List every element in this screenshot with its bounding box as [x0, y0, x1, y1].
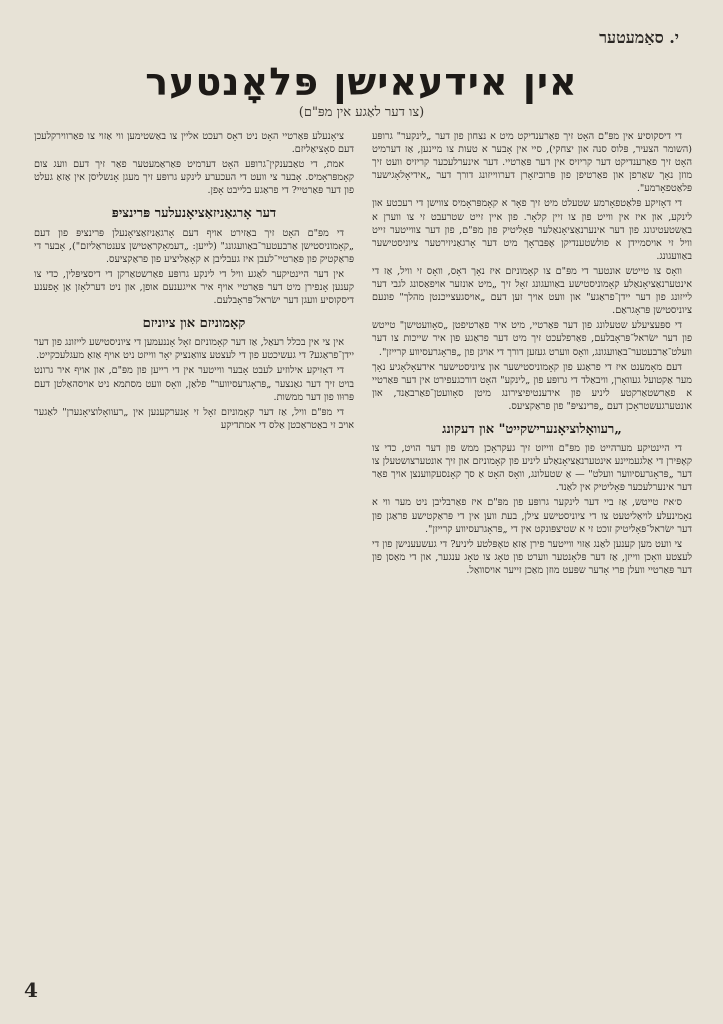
page-number: 4 [24, 978, 38, 1002]
paragraph: די היינטיקע מערהייט פון מפּ"ם ווייזט זיך געקראָכן ממש פון דער הויט, כדי צו קאָפּירן די אַלגעמיינע אינטערנאַציאָנאַלע ליניע פון קאָמוניזם און זיך אונטערצושטעלן צו דער „פּראָגרעסיווער וועלט" — אַ שטעלונג, וואָס האָט אַ סך קאָנסעקווענצן אויך פאַר דער אינערלעכער פּאָליטיק אין לאַנד. [372, 443, 692, 494]
paragraph: די דיסקוסיע אין מפּ"ם האָט זיך פאַרענדיקט מיט א נצחון פון דער „לינקער" גרופּע (השומר הצעיר, פּלוס סנה און יצחקי), סיי אין אָבער א טעות צו מיינען, אַז דערמיט האָט זיך פאַרענדיקט דער קריזיס אין דער פּאַרטיי. דער אינערלעכער קריזיס וועט זיך מוזן נאָך שאַרפן און פאַרטיפן פון פּרוביזאָרן דערווייזונג דורך דער „אידיאָלאָגישער פּלאַטפאָרמע". [372, 131, 692, 195]
paragraph: די מפּ"ם האָט זיך באַזירט אויף דעם אָרגאַניזאַציאָנעלן פּרינציפּ פון דעם „קאָמוניסטישן אַרבעטער־באַוועגונג" (לייען: „דעמאָקראַטישן צענטראַליזם"), אָבער די פּראַקטיק פון פּאַרטיי־לעבן איז געבליבן א קאָאַליציע פון פראַקציעס. [34, 227, 354, 265]
paragraph: די דאָזיקע אילוזיע לעבט אָבער ווייטער אין די רייען פון מפּ"ם, און אויף איר גרונט בויט זיך דער גאַנצער „פּראָגרעסיווער" פלאַן, וואָס וועט מסתמא ניט אויסהאַלטן דעם פּרוּוו פון דער ממשות. [34, 365, 354, 403]
paragraph: אין צי אין בכלל רעאַל, אַז דער קאָמוניזם זאָל אָננעמען די ציוניסטישע לייזונג פון דער יידן־פראַגע? די געשיכטע פון די לעצטע צוואַנציק יאָר ווייזט ניט אויף אַזאַ מעגלעכקייט. [34, 337, 354, 362]
paragraph: צי וועט מען קענען לאַנג אַזוי ווייטער פירן אַזאַ טאָפּלטע ליניע? די געשעענישן פון די לעצטע וואָכן ווייזן, אַז דער פּלאָנטער ווערט פון טאָג צו טאָג ענגער, און די מאַסן פון דער פּאַרטיי וועלן פרי אָדער שפּעט מוזן מאַכן זייער אויסוואַל. [372, 538, 692, 576]
paragraph: די דאָזיקע פּלאַטפאָרמע שטעלט מיט זיך פאָר א קאָמפּראָמיס צווישן די רעכטע און לינקע, און איז אין ווייט פון צו זיין קלאָר. פון איין זייט שטרעבט זי צו ווערן א באַשטעטיגונג פון דער אינערנאַציאָנאַלער פּאָליטיק פון מפּ"ם, פון דער צווייטער זייט וויל זי אויסמיידן א פולשטענדיקן אָפּבראָך מיט דער אָרגאַניזירטער ציוניסטישער באַוועגונג. [372, 198, 692, 262]
article-title: אין אידעאישן פּלאָנטער [145, 60, 578, 104]
paragraph: די ספּעציעלע שטעלונג פון דער פּאַרטיי, מיט איר פאַרטיפטן „סאָוועטישן" טייטש פון דער ישׂראל־פּראָבלעם, פאַרפלעכט זיך מיט דער פראַגע פון איר שייכות צו דער וועלט־אַרבעטער־באַוועגונג, וואָס ווערט געזען דורך די אויגן פון „פּראָגרעסיווע קרייזן". [372, 320, 692, 358]
paragraph: ציאָנעלע פּאַרטיי האָט ניט דאָס רעכט אליין צו באַשטימען ווי אַזוי צו פאַרווירקלעכן דעם סאָציאַליזם. [34, 131, 354, 156]
article-body [34, 130, 692, 980]
author-byline: י. סאַמעטער [599, 28, 679, 47]
article-subtitle: (צו דער לאַגע אין מפּ"ם) [298, 105, 425, 120]
column-left [34, 130, 354, 980]
section-heading: קאָמוניזם און ציוניזם [142, 316, 246, 332]
section-heading: דער אָרגאַניזאַציאָנעלער פּרינציפּ [111, 206, 277, 222]
column-right [372, 130, 692, 980]
paragraph: ס׳איז טייטש, אַז ביי דער לינקער גרופּע פון מפּ"ם איז פאַרבליבן ניט מער ווי א נאָמינעלע לויאַליטעט צו די ציוניסטישע צילן, בעת ווען אין די פּראַקטישע פראַגן פון דער ישׂראל־פּאָליטיק זוכט זי א שטיצפּונקט אין די „פּראָגרעסיווע קרייזן". [372, 497, 692, 535]
paragraph: די מפּ"ם וויל, אַז דער קאָמוניזם זאָל זי אָנערקענען אין „רעוואָלוציאָנערן" לאַגער אויב זי באַטראַכטן אַלס די אמתדיקע [34, 406, 354, 431]
paragraph: דעם מאָמענט איז די פראַגע פון קאָמוניסטישער און ציוניסטישער אידעאָלאָגיע נאָך מער אַקטועל געוואָרן, וויבאַלד די גרופּע פון „לינקע" האָט דורכגעפירט אין דער פּאַרטיי א פאַרשטאַרקטע ליניע פון אידענטיפיצירונג מיטן סאָוועטן־פאַרבאַנד, און אונטערגעשטראָכן דעם „פּרינציפּ" פון פראַקציעס. [372, 361, 692, 412]
paragraph: וואָס צו טייטש אונטער די מפּ"ם צו קאָמוניזם איז נאָך דאָס, וואָס זי וויל, אַז די אינטערנאַציאָנאַלע קאָמוניסטישע באַוועגונג זאָל זיך „מיט אונזער אויפאַסונג לגבי דער לייזונג פון דער יידן־פראַגע" און וועט אויך זען דעם „אויסגעצייכנטן מהלך" פונעם ציוניסטישן פּראָגראַם. [372, 265, 692, 317]
section-heading: „רעוואָלוציאָנערישקייט" און דעקונג [442, 421, 622, 437]
paragraph: אין דער היינטיקער לאַגע וויל די לינקע גרופּע פאַרשטאַרקן די דיסציפּלין, כדי צו קענען אָנפירן מיט דער פּאַרטיי אויף איר אייגענעם אופן, און ניט דערלאָזן אַן אָפענע דיסקוסיע וועגן דער ישׂראל־פּראָבלעם. [34, 268, 354, 307]
paragraph: אמת, די טאַבענקין־גרופּע האָט דערמיט פּאַראַמעטער פאַר זיך דעם וועג צום קאָמפּראָמיס. אָבער צי וועט די העכערע לינקע גרופּע זיך מעגן אָנשליסן אין אַזאַ געלט פון דער פּאַרטיי? די פראַגע בלייבט אָפן. [34, 159, 354, 197]
